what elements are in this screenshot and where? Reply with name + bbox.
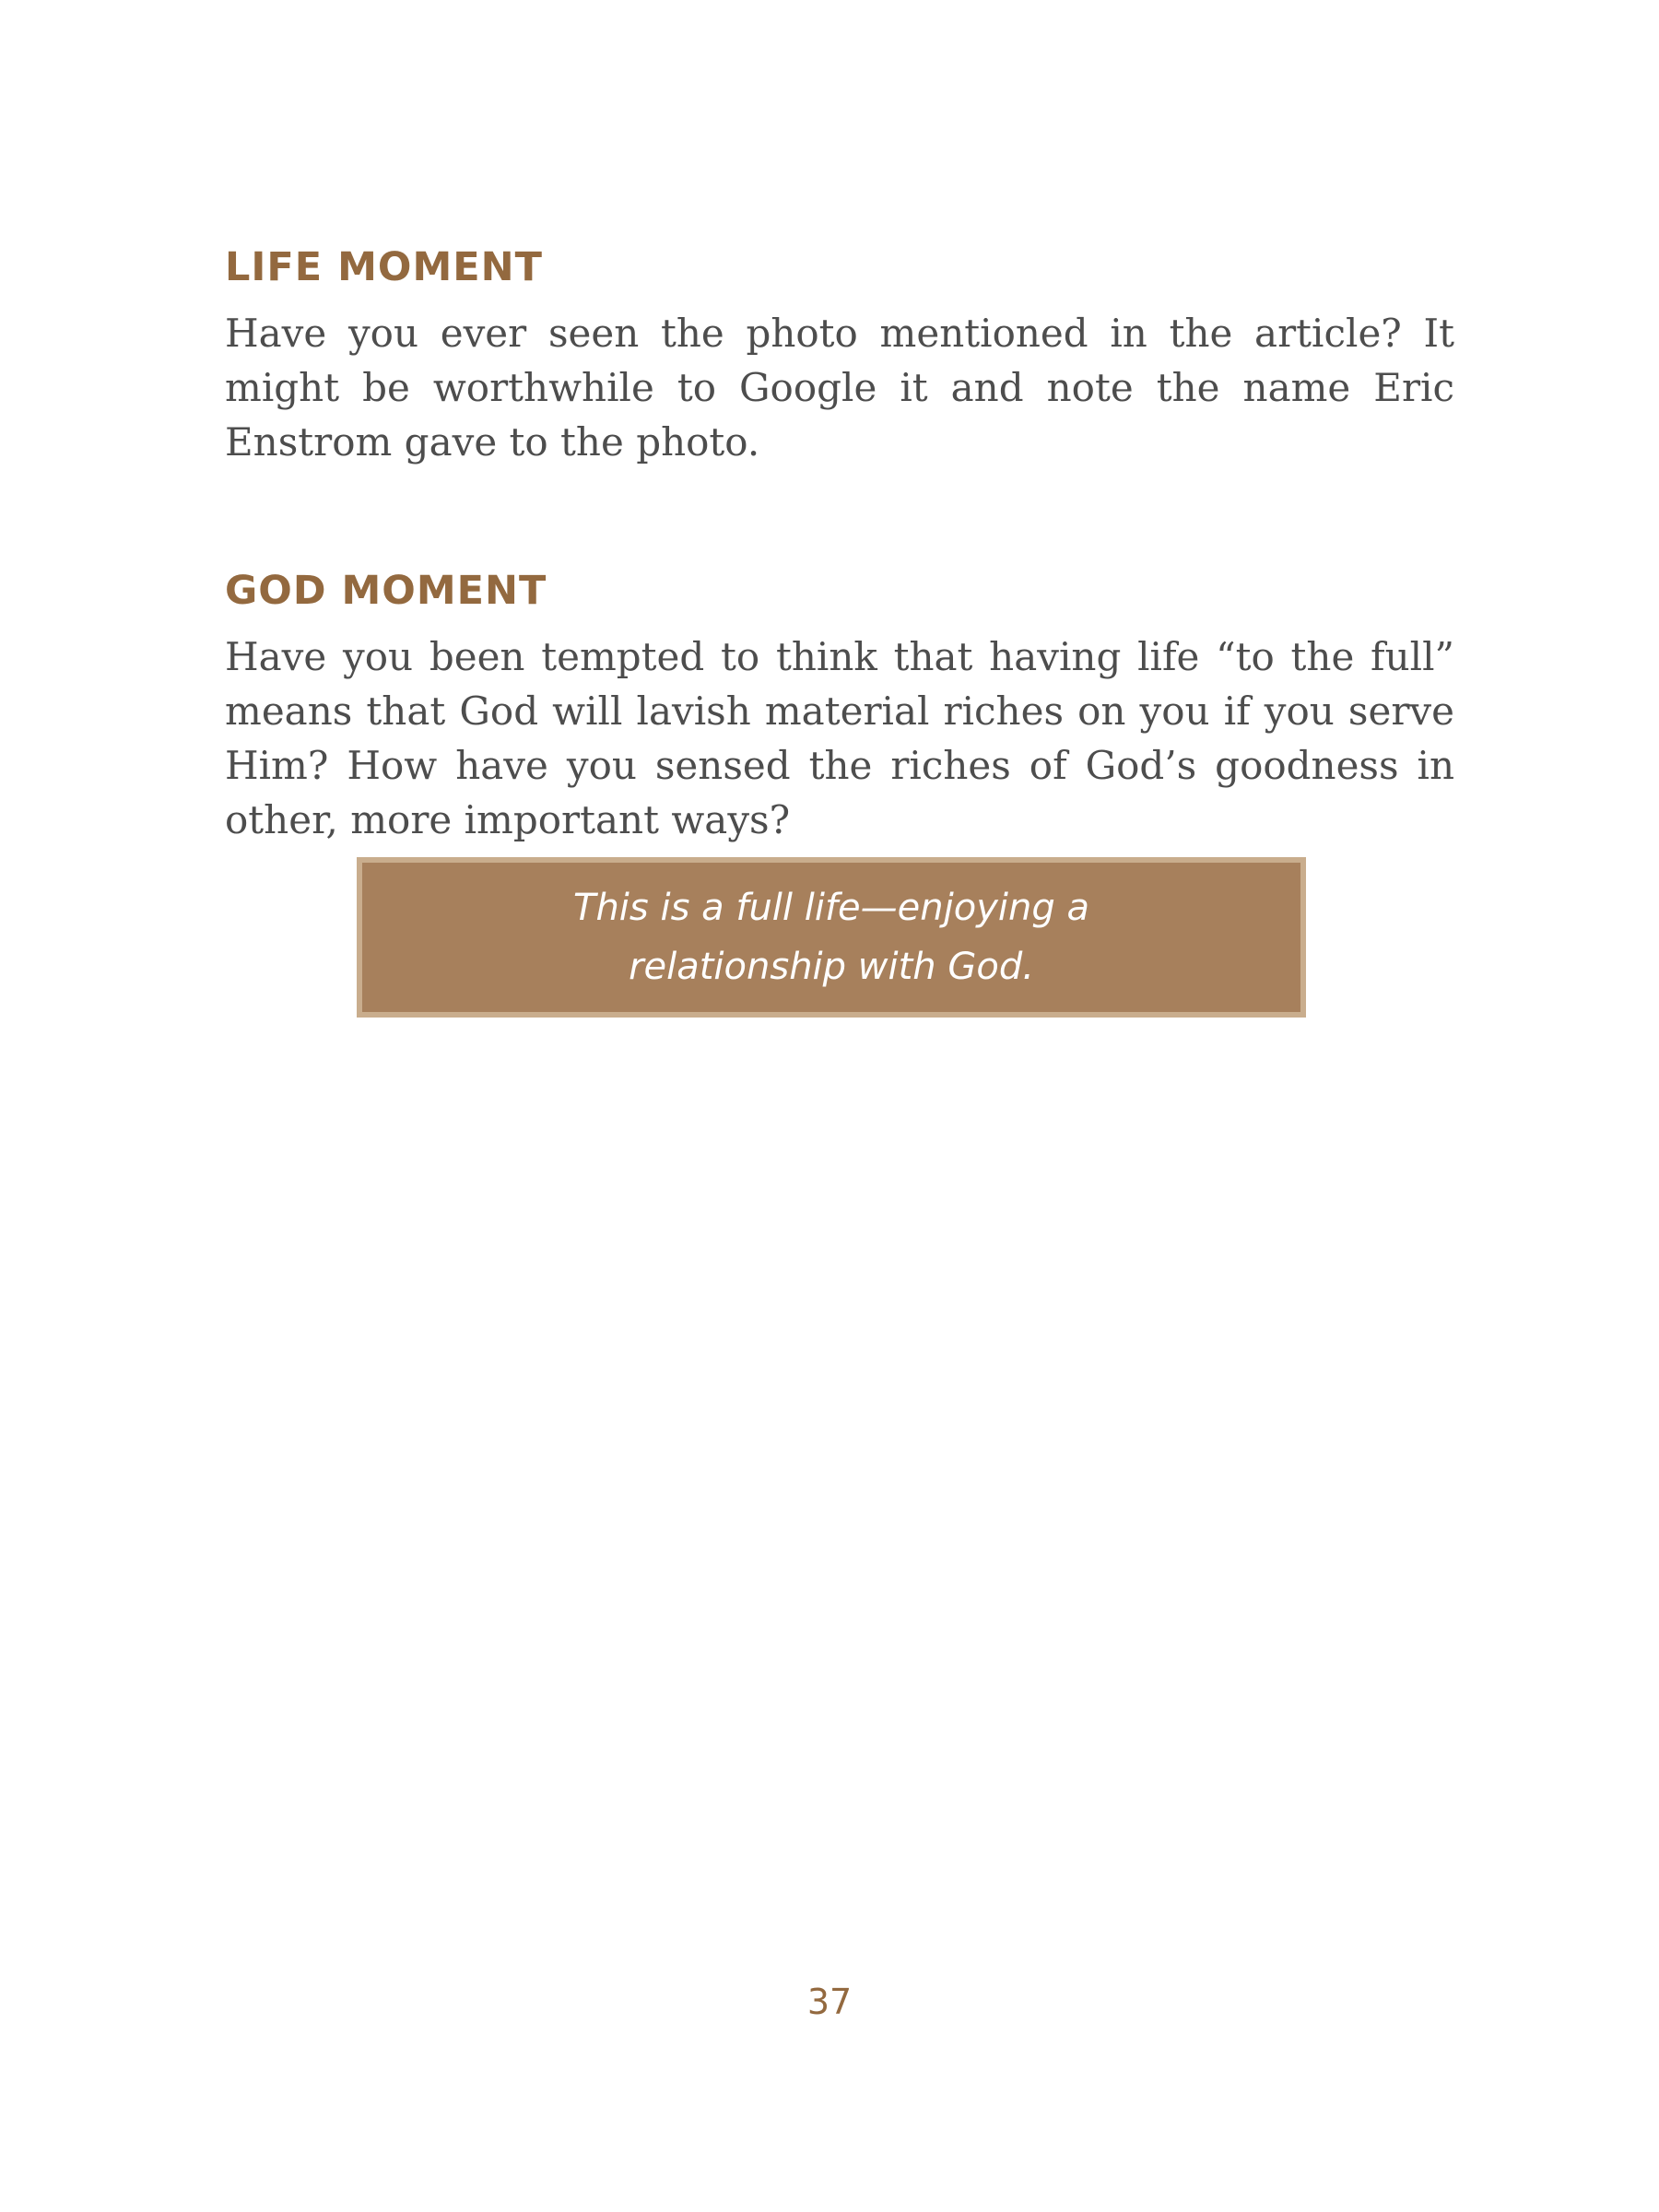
pull-quote-box (357, 857, 1306, 1018)
life-moment-section (225, 241, 1454, 469)
god-moment-section (225, 565, 1454, 847)
god-moment-paragraph: Have you been tempted to think that having life “to the full” means that God will lavish material riches on you if you serve Him? How have you sensed the riches of God’s goodness in other, more important ways? (225, 634, 1454, 842)
life-moment-heading: LIFE MOMENT (225, 244, 543, 290)
page-number: 37 (806, 1982, 853, 2022)
life-moment-paragraph: Have you ever seen the photo mentioned in the article? It might be worthwhile to Google it and note the name Eric Enstrom gave to the photo. (225, 311, 1454, 465)
pull-quote-text: This is a full life—enjoying a relationship with God. (573, 887, 1089, 988)
page-content (225, 241, 1454, 847)
god-moment-heading: GOD MOMENT (225, 568, 547, 614)
